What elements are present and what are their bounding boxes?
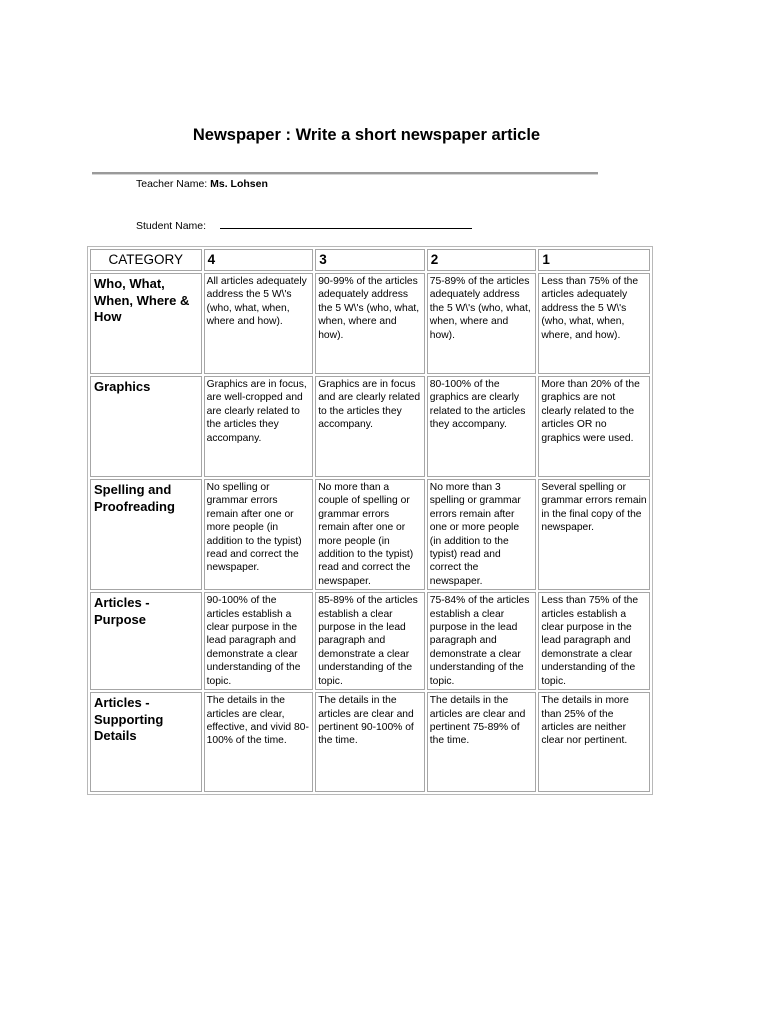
table-cell: Less than 75% of the articles establish a clear purpose in the lead paragraph and demonstrate a clear understanding of the topic. [538, 592, 650, 690]
student-name-blank [220, 219, 472, 229]
row-category: Articles - Supporting Details [90, 692, 202, 792]
teacher-label: Teacher Name: [136, 178, 208, 190]
table-cell: The details in the articles are clear and pertinent 90-100% of the time. [315, 692, 425, 792]
student-line [136, 219, 472, 232]
rubric-table [87, 246, 653, 795]
table-cell: The details in the articles are clear, effective, and vivid 80-100% of the time. [204, 692, 314, 792]
table-cell: More than 20% of the graphics are not clearly related to the articles OR no graphics were used. [538, 376, 650, 477]
header-row [90, 249, 650, 271]
table-row [90, 376, 650, 477]
row-category: Articles - Purpose [90, 592, 202, 690]
header-category: CATEGORY [90, 249, 202, 271]
table-cell: 80-100% of the graphics are clearly related to the articles they accompany. [427, 376, 537, 477]
table-row [90, 692, 650, 792]
teacher-name: Ms. Lohsen [210, 178, 268, 190]
table-cell: 75-84% of the articles establish a clear purpose in the lead paragraph and demonstrate a clear understanding of the topic. [427, 592, 537, 690]
table-cell: No more than 3 spelling or grammar errors remain after one or more people (in addition to the typist) read and correct the newspaper. [427, 479, 537, 590]
teacher-line [136, 178, 268, 190]
table-cell: 85-89% of the articles establish a clear purpose in the lead paragraph and demonstrate a clear understanding of the topic. [315, 592, 425, 690]
title-divider [92, 172, 598, 175]
header-level-1: 1 [538, 249, 650, 271]
page-title: Newspaper : Write a short newspaper article [192, 126, 541, 144]
student-label: Student Name: [136, 220, 207, 232]
table-cell: The details in more than 25% of the articles are neither clear nor pertinent. [538, 692, 650, 792]
table-cell: Several spelling or grammar errors remain in the final copy of the newspaper. [538, 479, 650, 590]
header-level-3: 3 [315, 249, 425, 271]
table-cell: All articles adequately address the 5 W\'s (who, what, when, where and how). [204, 273, 314, 374]
table-cell: 90-99% of the articles adequately address the 5 W\'s (who, what, when, where and how). [315, 273, 425, 374]
table-cell: Graphics are in focus, are well-cropped and are clearly related to the articles they accompany. [204, 376, 314, 477]
row-category: Graphics [90, 376, 202, 477]
table-row [90, 479, 650, 590]
table-cell: 75-89% of the articles adequately address the 5 W\'s (who, what, when, where and how). [427, 273, 537, 374]
table-cell: Graphics are in focus and are clearly related to the articles they accompany. [315, 376, 425, 477]
table-cell: The details in the articles are clear and pertinent 75-89% of the time. [427, 692, 537, 792]
table-cell: No spelling or grammar errors remain after one or more people (in addition to the typist) read and correct the newspaper. [204, 479, 314, 590]
header-level-4: 4 [204, 249, 314, 271]
row-category: Spelling and Proofreading [90, 479, 202, 590]
row-category: Who, What, When, Where & How [90, 273, 202, 374]
table-row [90, 592, 650, 690]
header-level-2: 2 [427, 249, 537, 271]
table-cell: 90-100% of the articles establish a clear purpose in the lead paragraph and demonstrate a clear understanding of the topic. [204, 592, 314, 690]
table-cell: No more than a couple of spelling or grammar errors remain after one or more people (in addition to the typist) read and correct the newspaper. [315, 479, 425, 590]
table-cell: Less than 75% of the articles adequately address the 5 W\'s (who, what, when, where, and how). [538, 273, 650, 374]
table-row [90, 273, 650, 374]
